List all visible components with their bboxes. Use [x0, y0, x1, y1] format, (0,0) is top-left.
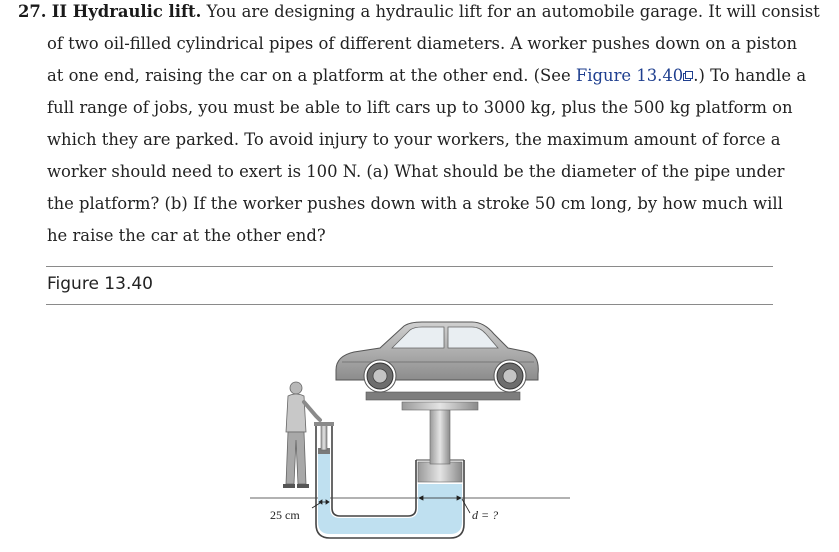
worker — [283, 382, 320, 488]
worker-head — [290, 382, 302, 394]
problem-line-7: the platform? (b) If the worker pushes down with a stroke 50 cm long, by how much will — [47, 194, 783, 213]
problem-line-text: at one end, raising the car on a platform at the other end. (See — [47, 66, 576, 85]
small-piston-rod — [321, 424, 327, 450]
problem-line-6: worker should need to exert is 100 N. (a) What should be the diameter of the pipe under — [47, 162, 785, 181]
problem-text — [18, 0, 820, 252]
problem-line-8: he raise the car at the other end? — [47, 226, 326, 245]
worker-shoe-right — [297, 484, 309, 488]
label-small-diameter: 25 cm — [270, 508, 300, 522]
figure-link[interactable]: Figure 13.40 — [575, 66, 684, 85]
car-hubcap-front — [373, 369, 387, 383]
lift-platform — [366, 392, 520, 400]
problem-line-1 — [18, 0, 820, 28]
problem-line-text: You are designing a hydraulic lift for an automobile garage. It will consist — [206, 2, 820, 21]
problem-title: II Hydraulic lift. — [51, 2, 202, 21]
caption-bottom-divider — [46, 304, 773, 305]
car — [336, 322, 538, 392]
worker-legs — [286, 432, 306, 484]
column-cap — [402, 402, 478, 410]
figure-caption: Figure 13.40 — [47, 274, 153, 294]
problem-line-4: full range of jobs, you must be able to lift cars up to 3000 kg, plus the 500 kg platform on — [47, 98, 793, 117]
problem-line-3 — [18, 60, 808, 92]
external-link-icon[interactable] — [683, 61, 693, 72]
problem-line-2: of two oil-filled cylindrical pipes of different diameters. A worker pushes down on a piston — [47, 34, 798, 53]
problem-line-5: which they are parked. To avoid injury to your workers, the maximum amount of force a — [47, 130, 781, 149]
large-piston — [418, 462, 462, 482]
problem-number: 27. — [18, 2, 47, 21]
caption-top-divider — [46, 266, 773, 267]
small-piston-handle — [314, 422, 334, 426]
worker-arm — [304, 402, 320, 420]
hydraulic-lift-figure — [250, 312, 570, 548]
label-large-diameter: d = ? — [472, 508, 499, 522]
car-hubcap-rear — [503, 369, 517, 383]
lift-column — [430, 408, 450, 464]
worker-torso — [286, 394, 306, 432]
worker-shoe-left — [283, 484, 295, 488]
problem-line-text: .) To handle a — [693, 66, 807, 85]
